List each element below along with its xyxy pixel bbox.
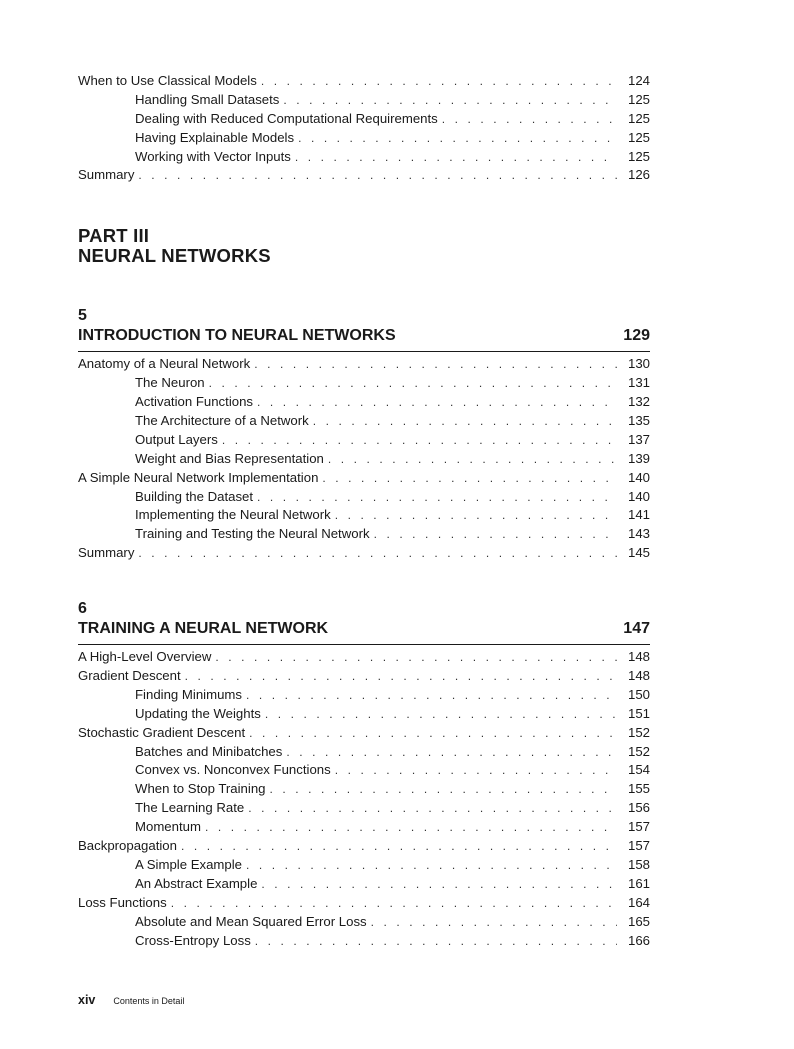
chapter-page: 129 xyxy=(623,327,650,345)
toc-entry-title: Finding Minimums xyxy=(135,686,242,702)
toc-entry-title: Weight and Bias Representation xyxy=(135,450,324,466)
toc-entry[interactable] xyxy=(78,506,650,525)
toc-entry-title: Updating the Weights xyxy=(135,705,261,721)
dot-leader xyxy=(215,648,617,667)
toc-entry[interactable] xyxy=(78,393,650,412)
toc-entry-title: Building the Dataset xyxy=(135,488,254,504)
chapter-5 xyxy=(78,307,650,563)
toc-entry[interactable] xyxy=(78,913,650,932)
toc-entry-page: 125 xyxy=(627,91,650,107)
chapter-title[interactable]: INTRODUCTION TO NEURAL NETWORKS xyxy=(78,327,396,345)
toc-entry-title: Handling Small Datasets xyxy=(135,91,280,107)
toc-entry-title: An Abstract Example xyxy=(135,875,258,891)
toc-entry-page: 156 xyxy=(627,800,650,816)
toc-entry[interactable] xyxy=(78,129,650,148)
dot-leader xyxy=(246,856,617,875)
toc-entry-page: 166 xyxy=(627,932,650,948)
toc-entry-title: A Simple Example xyxy=(135,856,243,872)
page-folio: xiv xyxy=(78,993,96,1007)
dot-leader xyxy=(209,374,617,393)
chapter-number: 5 xyxy=(78,307,87,325)
toc-entry-page: 141 xyxy=(627,507,650,523)
toc-entry-title: Backpropagation xyxy=(78,838,177,854)
dot-leader xyxy=(254,355,617,374)
toc-entry[interactable] xyxy=(78,469,650,488)
toc-entry-title: The Learning Rate xyxy=(135,800,245,816)
toc-entry[interactable] xyxy=(78,932,650,951)
dot-leader xyxy=(286,743,617,762)
dot-leader xyxy=(246,686,617,705)
part-title: NEURAL NETWORKS xyxy=(78,245,271,267)
toc-entry-page: 132 xyxy=(627,394,650,410)
chapter-6 xyxy=(78,600,650,950)
toc-entry[interactable] xyxy=(78,431,650,450)
toc-entry-title: Output Layers xyxy=(135,431,218,447)
toc-entry-page: 155 xyxy=(627,781,650,797)
toc-entry[interactable] xyxy=(78,166,650,185)
toc-entry-page: 151 xyxy=(627,705,650,721)
toc-entry[interactable] xyxy=(78,743,650,762)
toc-entry-page: 152 xyxy=(627,724,650,740)
dot-leader xyxy=(181,837,617,856)
dot-leader xyxy=(335,761,617,780)
dot-leader xyxy=(138,544,617,563)
toc-entry-title: Gradient Descent xyxy=(78,668,181,684)
toc-entry-page: 150 xyxy=(627,686,650,702)
top-entries xyxy=(78,72,650,185)
toc-entry[interactable] xyxy=(78,780,650,799)
dot-leader xyxy=(205,818,617,837)
toc-entry[interactable] xyxy=(78,705,650,724)
toc-entry-page: 140 xyxy=(627,488,650,504)
toc-entry-page: 164 xyxy=(627,894,650,910)
dot-leader xyxy=(248,799,617,818)
chapter-number: 6 xyxy=(78,600,87,618)
part-label: PART III xyxy=(78,225,150,247)
toc-entry[interactable] xyxy=(78,72,650,91)
toc-entry-page: 145 xyxy=(627,545,650,561)
running-head: Contents in Detail xyxy=(113,996,185,1006)
toc-entry-page: 131 xyxy=(627,375,650,391)
toc-entry-page: 125 xyxy=(627,129,650,145)
chapter-title-row xyxy=(78,618,650,645)
toc-entry[interactable] xyxy=(78,525,650,544)
toc-entry-title: Activation Functions xyxy=(135,394,254,410)
toc-entry-title: Implementing the Neural Network xyxy=(135,507,331,523)
toc-entry-title: Working with Vector Inputs xyxy=(135,148,291,164)
chapter-page: 147 xyxy=(623,620,650,638)
toc-entry[interactable] xyxy=(78,450,650,469)
dot-leader xyxy=(283,91,617,110)
toc-entry-page: 125 xyxy=(627,110,650,126)
dot-leader xyxy=(222,431,617,450)
toc-entry-page: 157 xyxy=(627,838,650,854)
toc-entry-page: 148 xyxy=(627,668,650,684)
dot-leader xyxy=(257,488,617,507)
dot-leader xyxy=(249,724,617,743)
toc-entry-title: Absolute and Mean Squared Error Loss xyxy=(135,913,367,929)
toc-entry-page: 143 xyxy=(627,526,650,542)
toc-entry[interactable] xyxy=(78,894,650,913)
toc-entry-title: The Neuron xyxy=(135,375,205,391)
dot-leader xyxy=(257,393,617,412)
toc-entry[interactable] xyxy=(78,355,650,374)
toc-entry-title: Batches and Minibatches xyxy=(135,743,283,759)
toc-entry-page: 165 xyxy=(627,913,650,929)
toc-entry-page: 158 xyxy=(627,856,650,872)
chapter-entries xyxy=(78,648,650,950)
toc-entry[interactable] xyxy=(78,488,650,507)
chapter-entries xyxy=(78,355,650,563)
toc-entry-title: Anatomy of a Neural Network xyxy=(78,356,251,372)
toc-entry-page: 135 xyxy=(627,413,650,429)
dot-leader xyxy=(295,148,617,167)
dot-leader xyxy=(328,450,617,469)
toc-entry-title: A High-Level Overview xyxy=(78,649,212,665)
dot-leader xyxy=(298,129,617,148)
toc-entry[interactable] xyxy=(78,818,650,837)
toc-page xyxy=(78,72,650,950)
toc-entry-page: 124 xyxy=(627,73,650,88)
toc-entry-title: A Simple Neural Network Implementation xyxy=(78,469,319,485)
toc-entry-title: Cross-Entropy Loss xyxy=(135,932,251,948)
toc-entry-title: When to Stop Training xyxy=(135,781,266,797)
part-heading xyxy=(78,226,650,266)
toc-entry-title: Convex vs. Nonconvex Functions xyxy=(135,762,331,778)
toc-entry-page: 152 xyxy=(627,743,650,759)
toc-entry-title: The Architecture of a Network xyxy=(135,413,309,429)
toc-entry-page: 140 xyxy=(627,469,650,485)
dot-leader xyxy=(171,894,617,913)
dot-leader xyxy=(265,705,617,724)
toc-entry-title: Loss Functions xyxy=(78,894,167,910)
dot-leader xyxy=(255,932,617,951)
chapter-title[interactable]: TRAINING A NEURAL NETWORK xyxy=(78,620,329,638)
dot-leader xyxy=(322,469,617,488)
toc-entry-title: Having Explainable Models xyxy=(135,129,295,145)
toc-entry-page: 130 xyxy=(627,356,650,372)
toc-entry[interactable] xyxy=(78,412,650,431)
chapter-title-row xyxy=(78,325,650,352)
toc-entry[interactable] xyxy=(78,148,650,167)
toc-entry-page: 139 xyxy=(627,450,650,466)
toc-entry-title: Dealing with Reduced Computational Requirements xyxy=(135,110,438,126)
toc-entry-page: 157 xyxy=(627,819,650,835)
page-footer xyxy=(78,993,184,1007)
dot-leader xyxy=(138,166,617,185)
dot-leader xyxy=(269,780,617,799)
toc-entry[interactable] xyxy=(78,544,650,563)
toc-entry[interactable] xyxy=(78,648,650,667)
toc-entry-title: Momentum xyxy=(135,819,201,835)
toc-entry[interactable] xyxy=(78,91,650,110)
dot-leader xyxy=(185,667,617,686)
toc-entry-page: 148 xyxy=(627,649,650,665)
toc-entry-title: Stochastic Gradient Descent xyxy=(78,724,246,740)
toc-entry[interactable] xyxy=(78,667,650,686)
toc-entry[interactable] xyxy=(78,724,650,743)
toc-entry-title: Training and Testing the Neural Network xyxy=(135,526,370,542)
toc-entry-page: 126 xyxy=(627,167,650,183)
toc-entry[interactable] xyxy=(78,837,650,856)
toc-entry-title: Summary xyxy=(78,167,135,183)
dot-leader xyxy=(371,913,617,932)
toc-entry-title: When to Use Classical Models xyxy=(78,73,257,88)
toc-entry[interactable] xyxy=(78,686,650,705)
dot-leader xyxy=(261,875,617,894)
toc-entry[interactable] xyxy=(78,799,650,818)
toc-entry-page: 137 xyxy=(627,431,650,447)
toc-entry-title: Summary xyxy=(78,545,135,561)
toc-entry[interactable] xyxy=(78,374,650,393)
dot-leader xyxy=(374,525,617,544)
dot-leader xyxy=(261,72,617,91)
dot-leader xyxy=(335,506,617,525)
toc-entry[interactable] xyxy=(78,761,650,780)
dot-leader xyxy=(442,110,617,129)
toc-entry-page: 161 xyxy=(627,875,650,891)
toc-entry[interactable] xyxy=(78,110,650,129)
dot-leader xyxy=(313,412,617,431)
toc-entry[interactable] xyxy=(78,875,650,894)
toc-entry[interactable] xyxy=(78,856,650,875)
toc-entry-page: 154 xyxy=(627,762,650,778)
toc-entry-page: 125 xyxy=(627,148,650,164)
